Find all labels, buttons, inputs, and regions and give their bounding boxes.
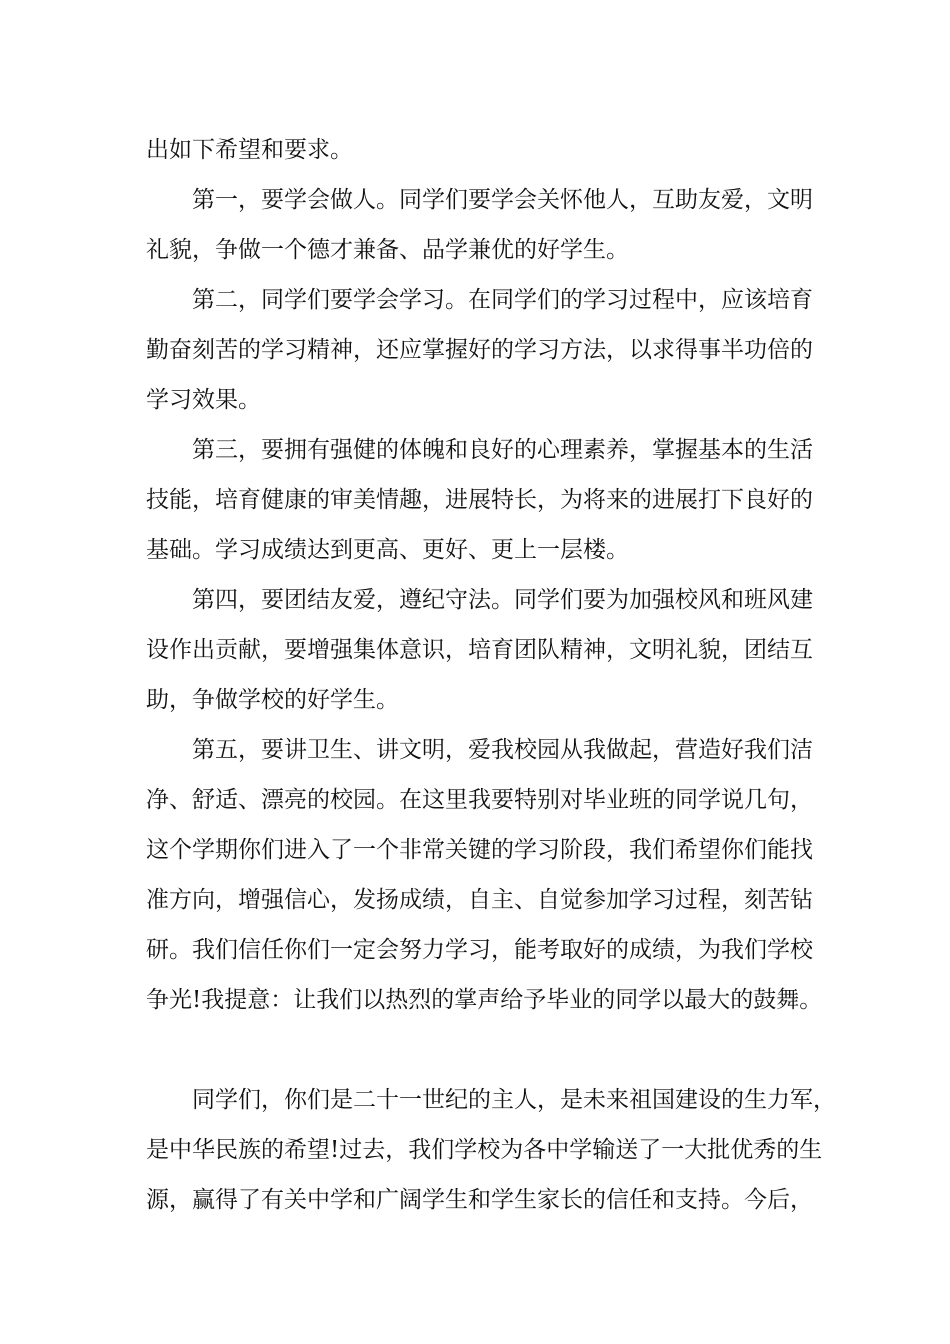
paragraph-first-line: 第五，要讲卫生、讲文明，爱我校园从我做起，营造好我们洁 [192, 737, 813, 763]
text-line: 是中华民族的希望!过去，我们学校为各中学输送了一大批优秀的生 [146, 1137, 823, 1163]
text-line: 净、舒适、漂亮的校园。在这里我要特别对毕业班的同学说几句， [146, 787, 813, 813]
text-line: 基础。学习成绩达到更高、更好、更上一层楼。 [146, 537, 629, 563]
text-line: 学习效果。 [146, 387, 261, 413]
text-line: 助，争做学校的好学生。 [146, 687, 399, 713]
paragraph-first-line: 第二，同学们要学会学习。在同学们的学习过程中，应该培育 [192, 287, 813, 313]
text-line: 准方向，增强信心，发扬成绩，自主、自觉参加学习过程，刻苦钻 [146, 887, 813, 913]
text-line: 源，赢得了有关中学和广阔学生和学生家长的信任和支持。今后， [146, 1187, 813, 1213]
text-line: 勤奋刻苦的学习精神，还应掌握好的学习方法，以求得事半功倍的 [146, 337, 813, 363]
paragraph-first-line: 第一，要学会做人。同学们要学会关怀他人，互助友爱，文明 [192, 187, 813, 213]
paragraph-first-line: 第三，要拥有强健的体魄和良好的心理素养，掌握基本的生活 [192, 437, 813, 463]
paragraph-first-line: 同学们，你们是二十一世纪的主人，是未来祖国建设的生力军， [192, 1087, 836, 1113]
text-line: 研。我们信任你们一定会努力学习，能考取好的成绩，为我们学校 [146, 937, 813, 963]
text-line: 出如下希望和要求。 [146, 137, 353, 163]
paragraph-first-line: 第四，要团结友爱，遵纪守法。同学们要为加强校风和班风建 [192, 587, 813, 613]
text-line: 这个学期你们进入了一个非常关键的学习阶段，我们希望你们能找 [146, 837, 813, 863]
text-line: 礼貌，争做一个德才兼备、品学兼优的好学生。 [146, 237, 629, 263]
text-line: 设作出贡献，要增强集体意识，培育团队精神，文明礼貌，团结互 [146, 637, 813, 663]
text-line: 技能，培育健康的审美情趣，进展特长，为将来的进展打下良好的 [146, 487, 813, 513]
text-line: 争光!我提意：让我们以热烈的掌声给予毕业的同学以最大的鼓舞。 [146, 987, 823, 1013]
